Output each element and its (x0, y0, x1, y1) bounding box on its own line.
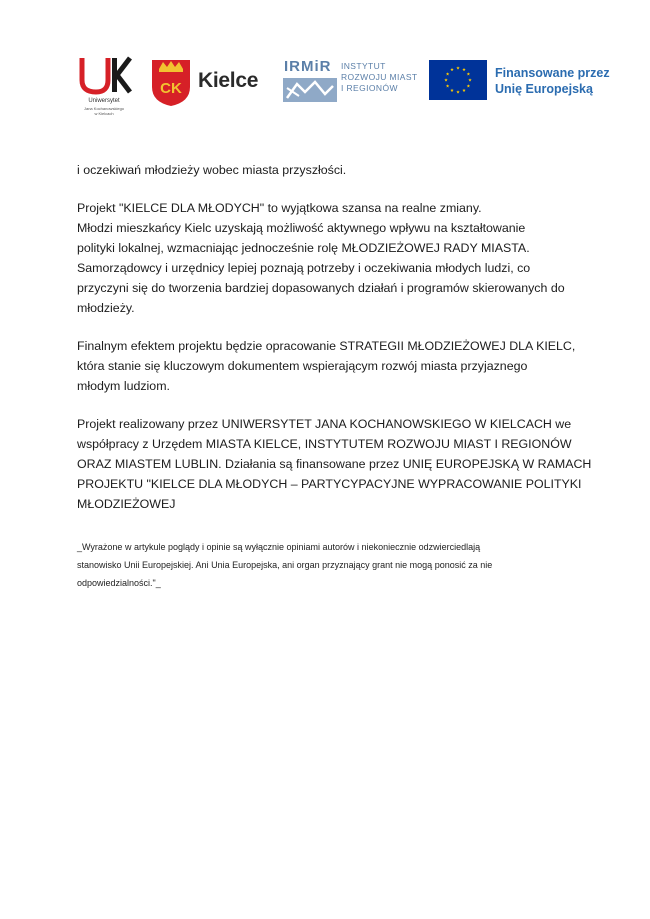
irmir-abbreviation: IRMiR (284, 58, 332, 75)
kielce-logo (149, 57, 274, 109)
paragraph-intro: i oczekiwań młodzieży wobec miasta przyszłości. (77, 163, 347, 177)
eu-funding-text: Finansowane przez Unię Europejską (495, 66, 610, 96)
paragraph-partners: Projekt realizowany przez UNIWERSYTET JANA KOCHANOWSKIEGO W KIELCACH we współpracy z Urzędem MIASTA KIELCE, INSTYTUTEM ROZWOJU MIAST I REGIONÓW ORAZ MIASTEM LUBLIN. Działania są finansowane przez UNIĘ EUROPEJSKĄ W RAMACH PROJEKTU "KIELCE DLA MŁODYCH – PARTYCYPACYJNE WYPRACOWANIE POLITYKI MŁODZIEŻOWEJ (77, 417, 592, 511)
ujk-logo (74, 54, 136, 126)
eu-flag-icon (429, 60, 487, 100)
kielce-name: Kielce (198, 69, 259, 92)
ujk-mark-icon (74, 54, 134, 98)
irmir-logo (283, 58, 423, 104)
paragraph-project: Projekt "KIELCE DLA MŁODYCH" to wyjątkowa szansa na realne zmiany. Młodzi mieszkańcy Kielc uzyskają możliwość aktywnego wpływu na kształtowanie polityki lokalnej, wzmacniając jednocześnie rolę MŁODZIEŻOWEJ RADY MIASTA. Samorządowcy i urzędnicy lepiej poznają potrzeby i oczekiwania młodych ludzi, co przyczyni się do tworzenia bardziej dopasowanych działań i programów skierowanych do młodzieży. (77, 201, 565, 315)
ujk-name: Uniwersytet (88, 98, 120, 104)
document-body (77, 160, 592, 592)
eu-funding-logo (429, 60, 629, 102)
kielce-crest-text: CK (160, 80, 182, 97)
kielce-crest-icon (149, 57, 193, 107)
logo-bar (0, 0, 650, 135)
paragraph-strategy: Finalnym efektem projektu będzie opracowanie STRATEGII MŁODZIEŻOWEJ DLA KIELC, która stanie się kluczowym dokumentem wspierającym rozwój miasta przyjaznego młodym ludziom. (77, 339, 576, 393)
eu-disclaimer: _Wyrażone w artykule poglądy i opinie są wyłącznie opiniami autorów i niekoniecznie odzwierciedlają stanowisko Unii Europejskiej. Ani Unia Europejska, ani organ przyznający grant nie mogą ponosić za nie odpowiedzialności."_ (77, 542, 493, 588)
irmir-mark-icon (283, 78, 337, 102)
irmir-text: INSTYTUT ROZWOJU MIAST I REGIONÓW (341, 61, 418, 93)
ujk-subtitle: Jana Kochanowskiego w Kielcach (83, 106, 125, 116)
